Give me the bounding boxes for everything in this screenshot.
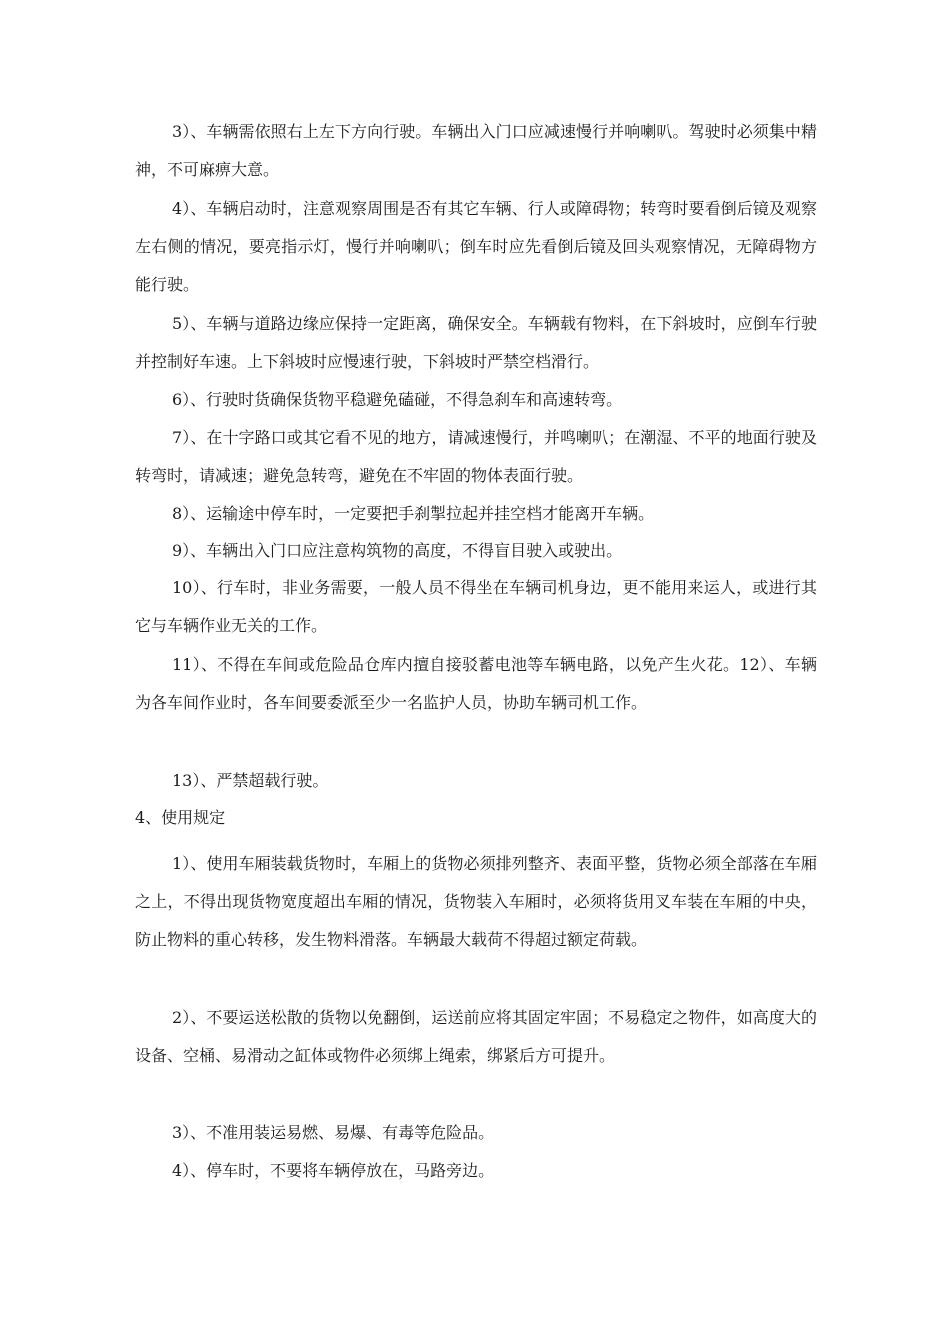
rule-paragraph-9: 9）、车辆出入门口应注意构筑物的高度，不得盲目驶入或驶出。 — [172, 541, 623, 560]
rule-paragraph-7: 7）、在十字路口或其它看不见的地方，请减速慢行，并鸣喇叭；在潮湿、不平的地面行驶及转弯时，请减速；避免急转弯，避免在不牢固的物体表面行驶。 — [135, 428, 817, 485]
usage-paragraph-1: 1）、使用车厢装载货物时，车厢上的货物必须排列整齐、表面平整，货物必须全部落在车厢之上，不得出现货物宽度超出车厢的情况，货物装入车厢时，必须将货用叉车装在车厢的中央，防止物料的重心转移，发生物料滑落。车辆最大载荷不得超过额定荷载。 — [135, 854, 817, 949]
rule-paragraph-3: 3）、车辆需依照右上左下方向行驶。车辆出入门口应减速慢行并响喇叭。驾驶时必须集中精神，不可麻痹大意。 — [135, 122, 817, 179]
section-4-heading: 4、使用规定 — [135, 808, 226, 827]
rule-paragraph-6: 6）、行驶时货确保货物平稳避免磕碰，不得急刹车和高速转弯。 — [172, 390, 623, 409]
usage-paragraph-3: 3）、不准用装运易燃、易爆、有毒等危险品。 — [172, 1123, 495, 1142]
rule-paragraph-5: 5）、车辆与道路边缘应保持一定距离，确保安全。车辆载有物料，在下斜坡时，应倒车行驶并控制好车速。上下斜坡时应慢速行驶，下斜坡时严禁空档滑行。 — [135, 314, 817, 371]
rule-paragraph-11-12: 11）、不得在车间或危险品仓库内擅自接驳蓄电池等车辆电路，以免产生火花。12）、车辆为各车间作业时，各车间要委派至少一名监护人员，协助车辆司机工作。 — [135, 655, 817, 712]
rule-paragraph-4: 4）、车辆启动时，注意观察周围是否有其它车辆、行人或障碍物；转弯时要看倒后镜及观察左右侧的情况，要亮指示灯，慢行并响喇叭；倒车时应先看倒后镜及回头观察情况，无障碍物方能行驶。 — [135, 199, 817, 294]
usage-paragraph-4: 4）、停车时，不要将车辆停放在，马路旁边。 — [172, 1161, 495, 1180]
rule-paragraph-10: 10）、行车时，非业务需要，一般人员不得坐在车辆司机身边，更不能用来运人，或进行其它与车辆作业无关的工作。 — [135, 578, 817, 635]
rule-paragraph-8: 8）、运输途中停车时，一定要把手刹掣拉起并挂空档才能离开车辆。 — [172, 504, 655, 523]
usage-paragraph-2: 2）、不要运送松散的货物以免翻倒，运送前应将其固定牢固；不易稳定之物件，如高度大的设备、空桶、易滑动之缸体或物件必须绑上绳索，绑紧后方可提升。 — [135, 1008, 817, 1065]
rule-paragraph-13: 13）、严禁超载行驶。 — [172, 771, 329, 790]
